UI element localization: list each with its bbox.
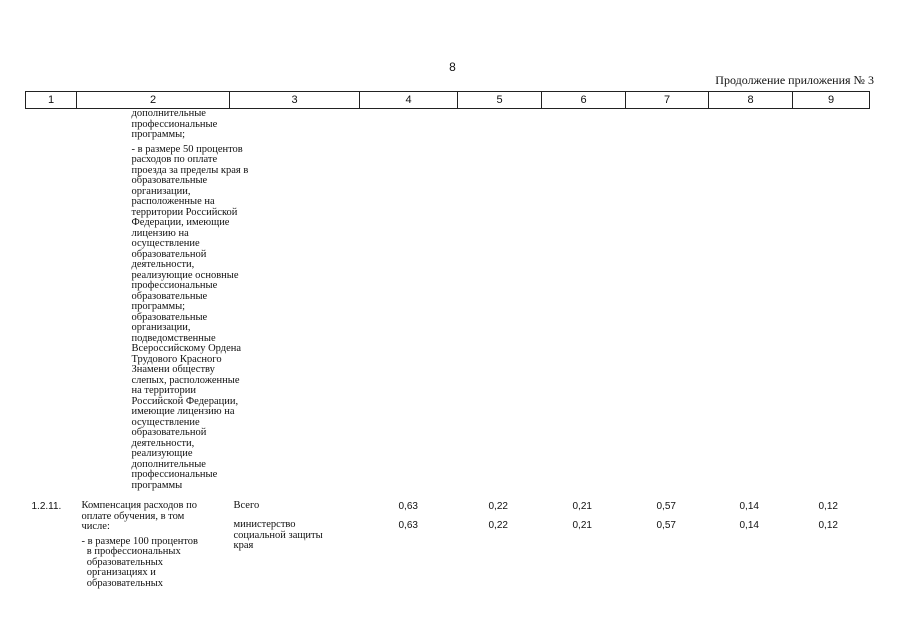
row-number: 1.2.11. [31, 501, 62, 512]
value-total-col5: 0,22 [488, 501, 508, 512]
header-row [26, 92, 870, 109]
header-col-8: 8 [709, 92, 793, 109]
table-row-1-2-11 [26, 491, 870, 589]
row-subitem: - в размере 100 процентов в профессиональных образовательных организациях и образовательных [81, 535, 199, 589]
value-total-col4: 0,63 [398, 501, 418, 512]
value-ministry-col4: 0,63 [398, 520, 418, 531]
value-total-col8: 0,14 [739, 501, 759, 512]
header-col-2: 2 [77, 92, 230, 109]
header-col-4: 4 [360, 92, 458, 109]
value-total-col9: 0,12 [818, 501, 838, 512]
row-title: Компенсация расходов по оплате обучения, в том числе: [81, 500, 197, 532]
appendix-table [25, 91, 870, 589]
value-ministry-col5: 0,22 [488, 520, 508, 531]
header-col-5: 5 [458, 92, 542, 109]
value-ministry-col9: 0,12 [818, 520, 838, 531]
value-ministry-col6: 0,21 [572, 520, 592, 531]
value-total-col7: 0,57 [656, 501, 676, 512]
source-ministry-label: министерство социальной защиты края [233, 519, 323, 551]
value-ministry-col7: 0,57 [656, 520, 676, 531]
page-number: 8 [449, 60, 456, 74]
header-col-7: 7 [626, 92, 709, 109]
continuation-text-part-1: дополнительные профессиональные программы; [131, 108, 218, 140]
source-total-label: Всего [233, 500, 260, 511]
header-col-9: 9 [793, 92, 870, 109]
table-row-continuation [26, 109, 870, 492]
header-col-3: 3 [230, 92, 360, 109]
value-ministry-col8: 0,14 [739, 520, 759, 531]
header-col-1: 1 [26, 92, 77, 109]
continuation-text-part-2: - в размере 50 процентов расходов по оплате проезда за пределы края в образовательные организации, расположенные на территории Российской Федерации, имеющие лицензию на осуществление образовательной деятельности, реализующие основные профессиональные образовательные программы; образовательные организации, подведомственные Всероссийскому Ордена Трудового Красного Знамени обществу слепых, расположенные на территории Российской Федерации, имеющие лицензию на осуществление образовательной деятельности, реализующие дополнительные профессиональные программы [131, 143, 249, 491]
appendix-continuation-label: Продолжение приложения № 3 [715, 73, 874, 87]
value-total-col6: 0,21 [572, 501, 592, 512]
header-col-6: 6 [542, 92, 626, 109]
